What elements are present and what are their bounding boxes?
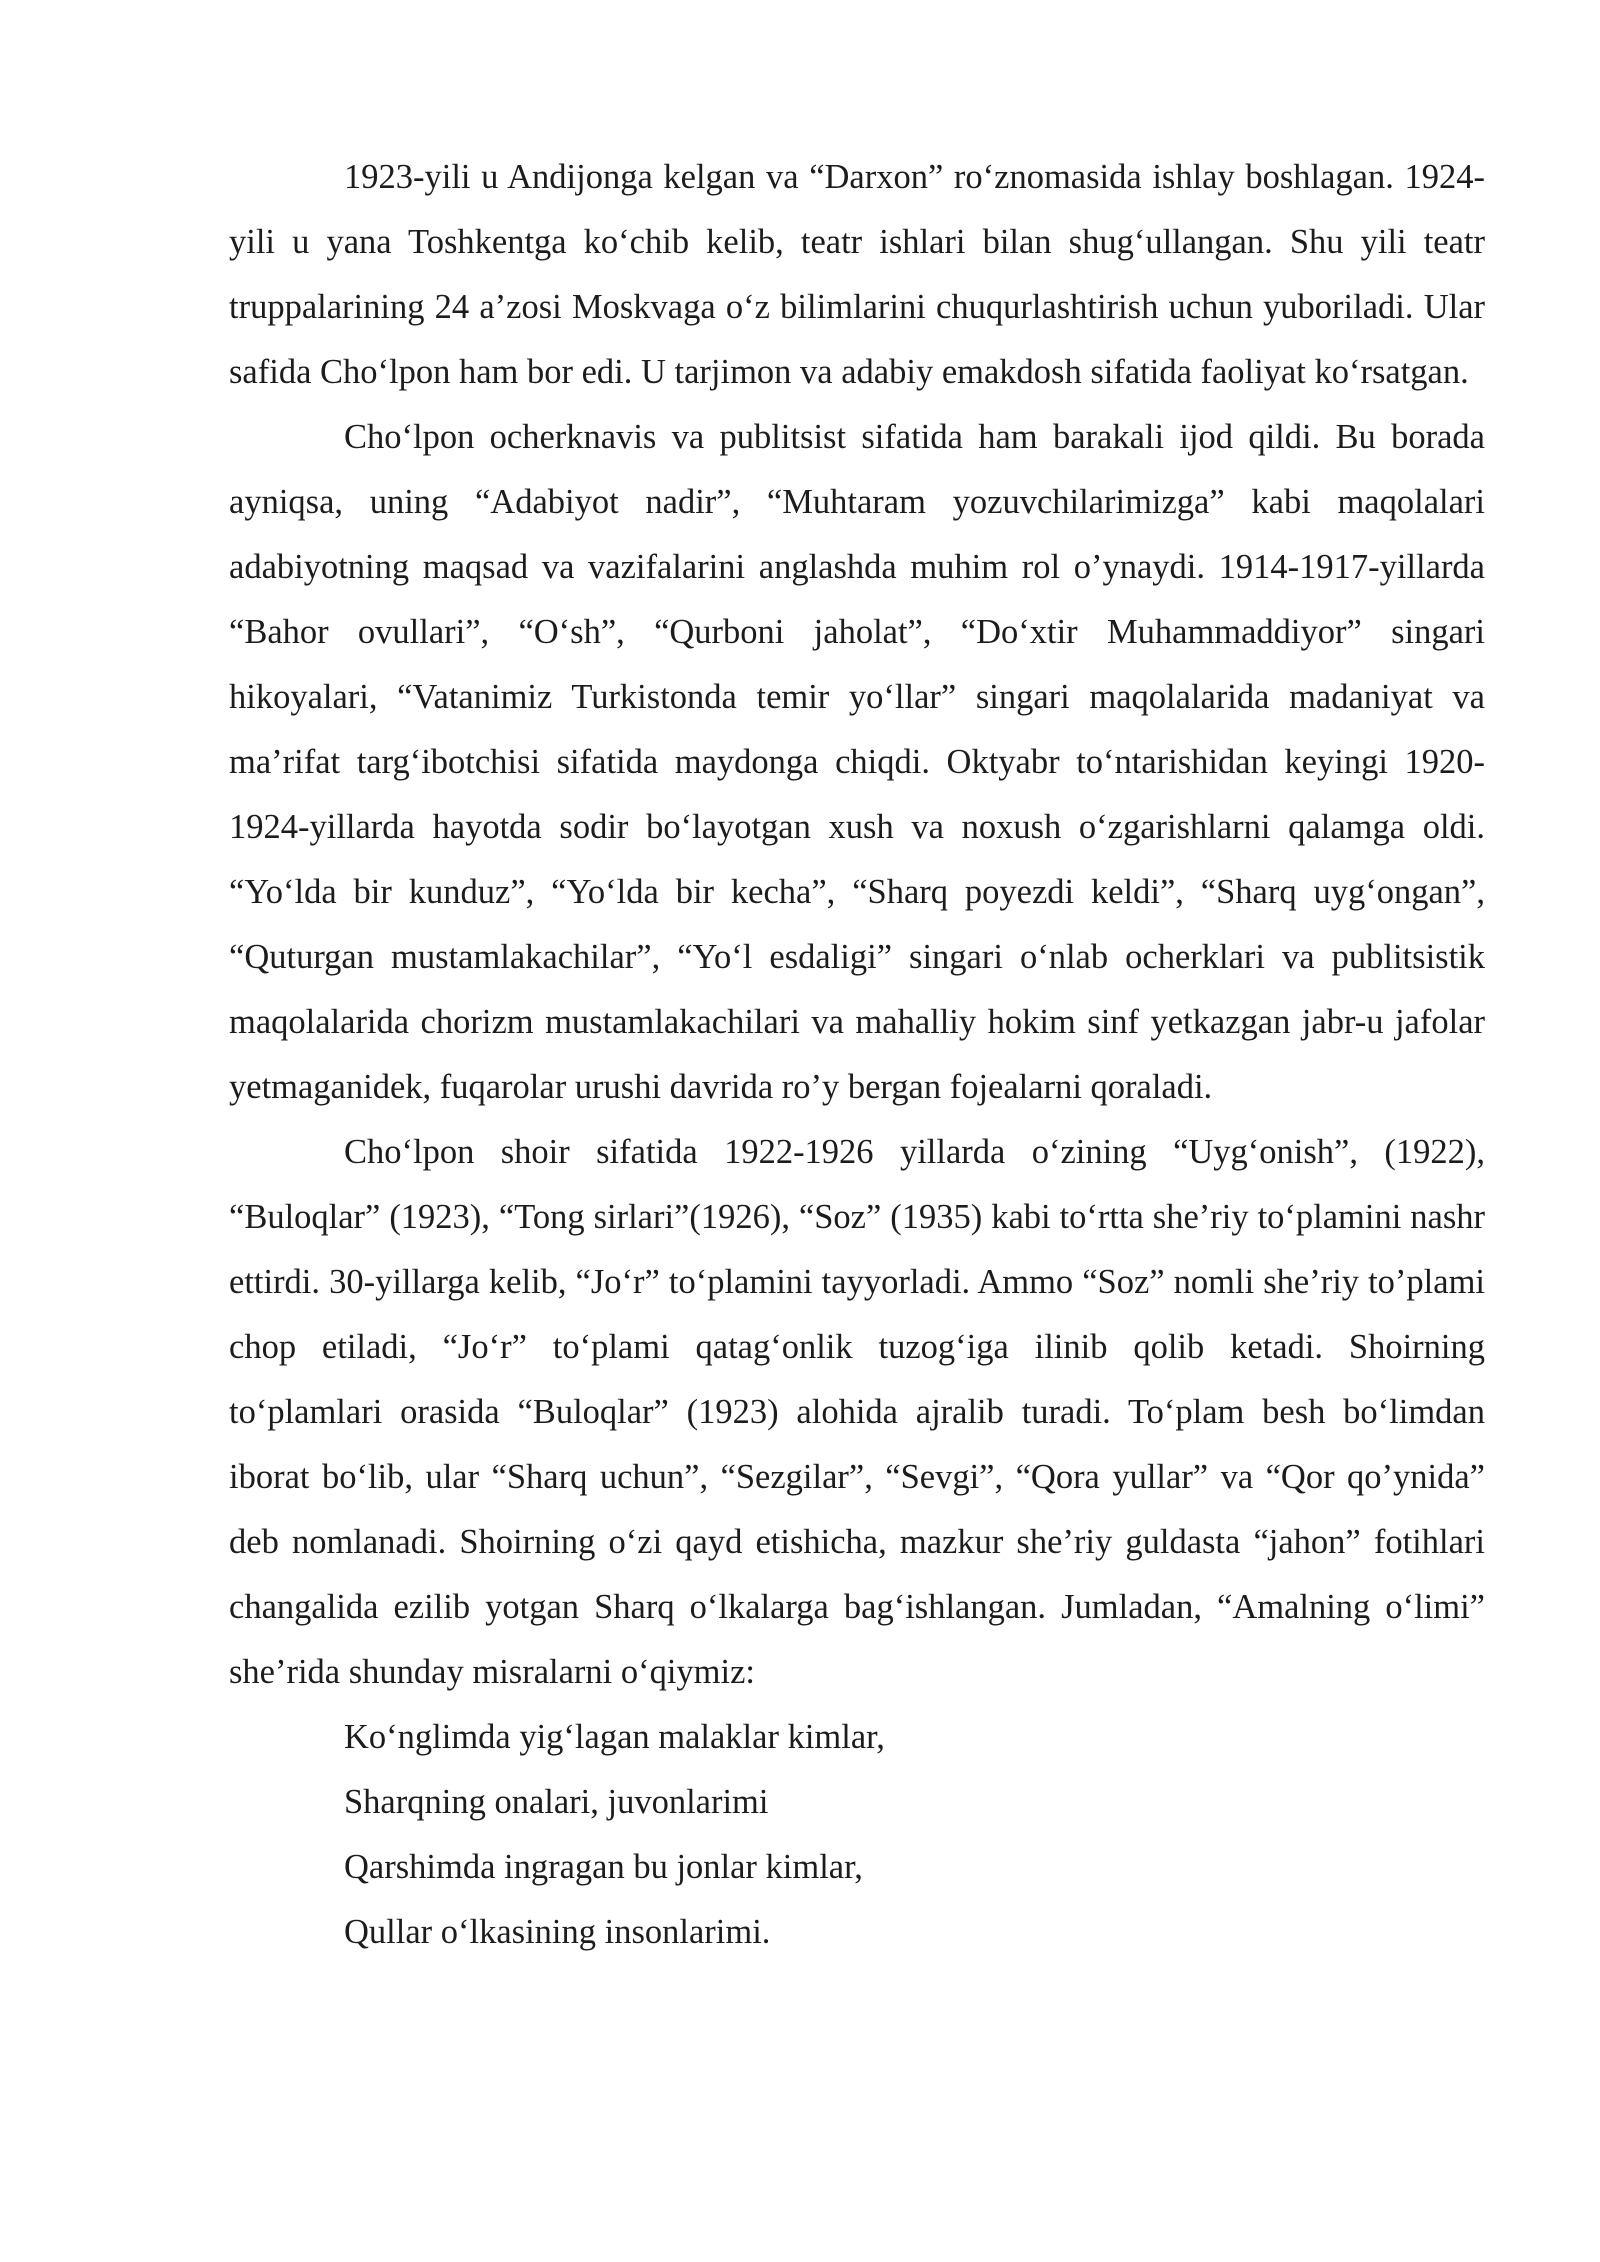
poem-line-2: Sharqning onalari, juvonlarimi <box>344 1783 769 1821</box>
body-text <box>229 145 1485 1965</box>
paragraph-3: Cho‘lpon shoir sifatida 1922-1926 yillarda o‘zining “Uyg‘onish”, (1922), “Buloqlar” (1923), “Tong sirlari”(1926), “Soz” (1935) kabi to‘rtta she’riy to‘plamini nashr ettirdi. 30-yillarga kelib, “Jo‘r” to‘plamini tayyorladi. Ammo “Soz” nomli she’riy to’plami chop etiladi, “Jo‘r” to‘plami qatag‘onlik tuzog‘iga ilinib qolib ketadi. Shoirning to‘plamlari orasida “Buloqlar” (1923) alohida ajralib turadi. To‘plam besh bo‘limdan iborat bo‘lib, ular “Sharq uchun”, “Sezgilar”, “Sevgi”, “Qora yullar” va “Qor qo’ynida” deb nomlanadi. Shoirning o‘zi qayd etishicha, mazkur she’riy guldasta “jahon” fotihlari changalida ezilib yotgan Sharq o‘lkalarga bag‘ishlangan. Jumladan, “Amalning o‘limi” she’rida shunday misralarni o‘qiymiz: <box>229 1133 1485 1691</box>
poem-quote <box>229 1705 1485 1965</box>
paragraph-2: Cho‘lpon ocherknavis va publitsist sifatida ham barakali ijod qildi. Bu borada ayniqsa, uning “Adabiyot nadir”, “Muhtaram yozuvchilarimizga” kabi maqolalari adabiyotning maqsad va vazifalarini anglashda muhim rol o’ynaydi. 1914-1917-yillarda “Bahor ovullari”, “O‘sh”, “Qurboni jaholat”, “Do‘xtir Muhammaddiyor” singari hikoyalari, “Vatanimiz Turkistonda temir yo‘llar” singari maqolalarida madaniyat va ma’rifat targ‘ibotchisi sifatida maydonga chiqdi. Oktyabr to‘ntarishidan keyingi 1920-1924-yillarda hayotda sodir bo‘layotgan xush va noxush o‘zgarishlarni qalamga oldi. “Yo‘lda bir kunduz”, “Yo‘lda bir kecha”, “Sharq poyezdi keldi”, “Sharq uyg‘ongan”, “Quturgan mustamlakachilar”, “Yo‘l esdaligi” singari o‘nlab ocherklari va publitsistik maqolalarida chorizm mustamlakachilari va mahalliy hokim sinf yetkazgan jabr-u jafolar yetmaganidek, fuqarolar urushi davrida ro’y bergan fojealarni qoraladi. <box>229 418 1485 1106</box>
paragraph-1: 1923-yili u Andijonga kelgan va “Darxon” ro‘znomasida ishlay boshlagan. 1924-yili u yana Toshkentga ko‘chib kelib, teatr ishlari bilan shug‘ullangan. Shu yili teatr truppalarining 24 a’zosi Moskvaga o‘z bilimlarini chuqurlashtirish uchun yuboriladi. Ular safida Cho‘lpon ham bor edi. U tarjimon va adabiy emakdosh sifatida faoliyat ko‘rsatgan. <box>229 158 1485 391</box>
poem-line-3: Qarshimda ingragan bu jonlar kimlar, <box>344 1848 863 1886</box>
poem-line-4: Qullar o‘lkasining insonlarimi. <box>344 1913 771 1951</box>
poem-line-1: Ko‘nglimda yig‘lagan malaklar kimlar, <box>344 1718 885 1756</box>
